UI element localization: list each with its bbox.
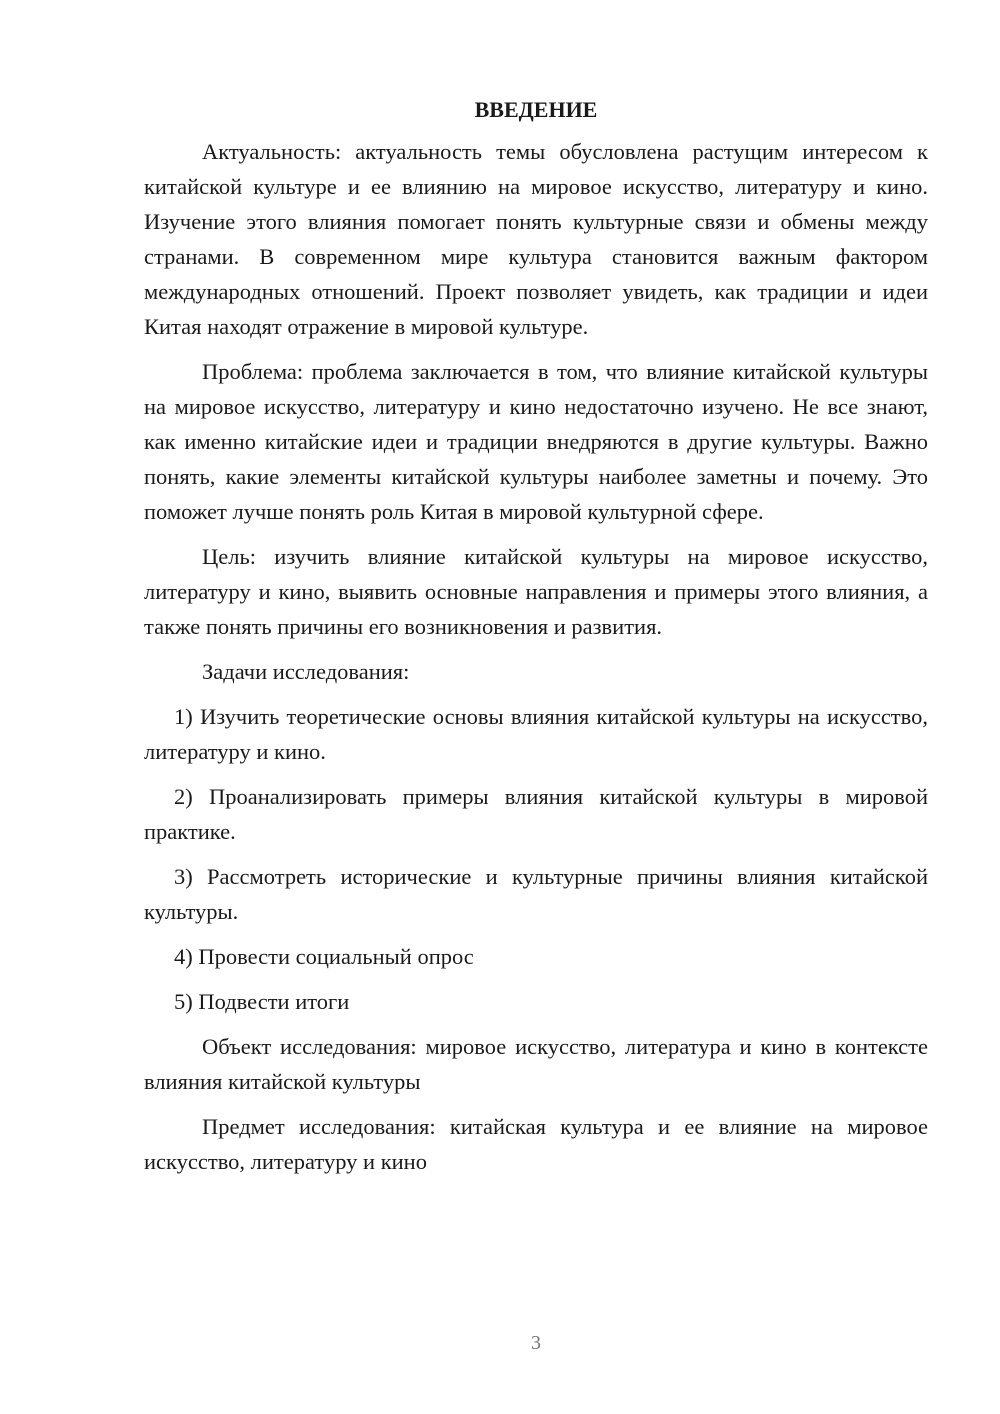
problem-paragraph: Проблема: проблема заключается в том, что влияние китайской культуры на мировое искусство, литературу и кино недостаточно изучено. Не все знают, как именно китайские идеи и традиции внедряются в другие культуры. Важно понять, какие элементы китайской культуры наиболее заметны и почему. Это поможет лучше понять роль Китая в мировой культурной сфере. — [144, 359, 928, 524]
subject-paragraph: Предмет исследования: китайская культура и ее влияние на мировое искусство, литературу и кино — [144, 1114, 928, 1174]
task-item: 2) Проанализировать примеры влияния китайской культуры в мировой практике. — [144, 784, 928, 844]
goal-paragraph: Цель: изучить влияние китайской культуры на мировое искусство, литературу и кино, выявить основные направления и примеры этого влияния, а также понять причины его возникновения и развития. — [144, 544, 928, 639]
task-item: 5) Подвести итоги — [174, 989, 350, 1014]
tasks-label: Задачи исследования: — [202, 659, 410, 684]
task-item: 4) Провести социальный опрос — [174, 944, 474, 969]
task-item: 1) Изучить теоретические основы влияния китайской культуры на искусство, литературу и кино. — [144, 704, 928, 764]
relevance-paragraph: Актуальность: актуальность темы обусловлена растущим интересом к китайской культуре и ее влиянию на мировое искусство, литературу и кино. Изучение этого влияния помогает понять культурные связи и обмены между странами. В современном мире культура становится важным фактором международных отношений. Проект позволяет увидеть, как традиции и идеи Китая находят отражение в мировой культуре. — [144, 139, 928, 339]
page-number: 3 — [531, 1332, 541, 1354]
object-paragraph: Объект исследования: мировое искусство, литература и кино в контексте влияния китайской культуры — [144, 1034, 928, 1094]
document-page — [144, 92, 928, 1189]
section-heading: ВВЕДЕНИЕ — [474, 97, 598, 122]
task-item: 3) Рассмотреть исторические и культурные причины влияния китайской культуры. — [144, 864, 928, 924]
